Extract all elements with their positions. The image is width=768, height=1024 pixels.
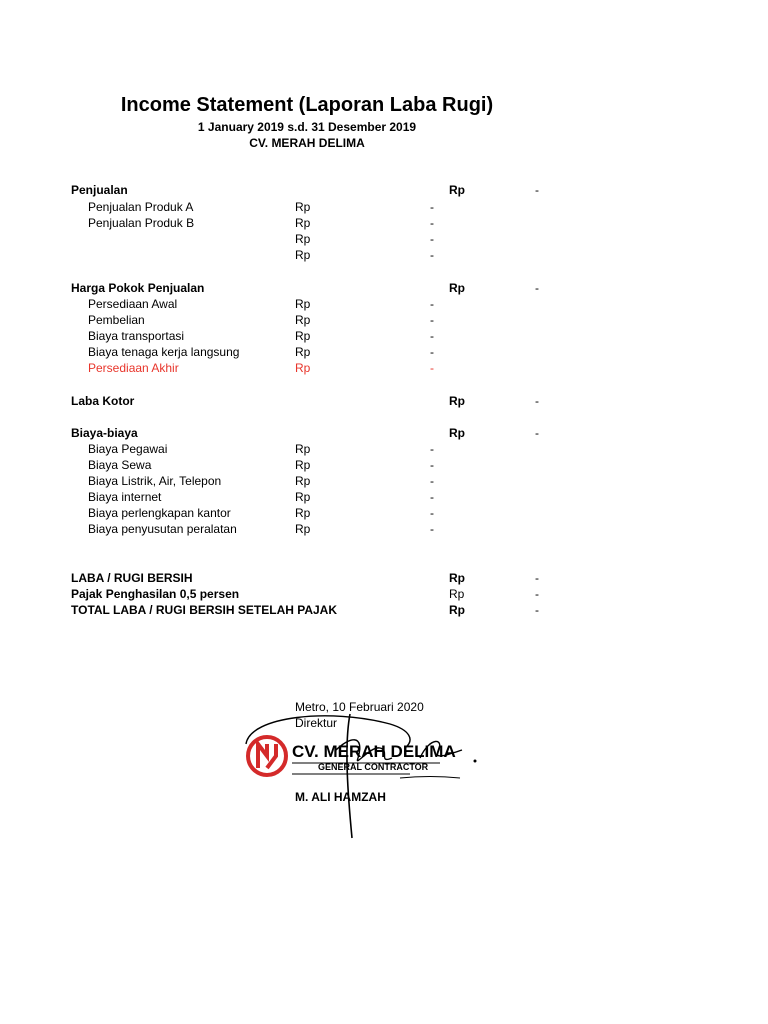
line-item <box>0 296 768 312</box>
line-item <box>0 247 768 263</box>
item-value: - <box>430 216 434 230</box>
line-item <box>0 457 768 473</box>
total-row-tax <box>0 586 768 602</box>
item-label: Biaya perlengkapan kantor <box>88 506 231 520</box>
item-label: Persediaan Akhir <box>88 361 179 375</box>
item-value: - <box>430 248 434 262</box>
section-value: - <box>535 183 539 197</box>
section-label: Penjualan <box>71 183 128 197</box>
item-currency: Rp <box>295 522 311 536</box>
section-biaya <box>0 425 768 441</box>
line-item <box>0 199 768 215</box>
line-item <box>0 473 768 489</box>
signatory-name: M. ALI HAMZAH <box>295 790 386 804</box>
section-laba-kotor <box>0 393 768 409</box>
section-value: - <box>535 394 539 408</box>
line-item <box>0 521 768 537</box>
item-currency: Rp <box>295 474 311 488</box>
item-label: Pembelian <box>88 313 145 327</box>
section-penjualan <box>0 182 768 198</box>
item-value: - <box>430 313 434 327</box>
item-value: - <box>430 442 434 456</box>
line-item <box>0 505 768 521</box>
item-currency: Rp <box>295 297 311 311</box>
stamp-name-text: CV. MERAH DELIMA <box>292 742 456 761</box>
line-item <box>0 231 768 247</box>
item-currency: Rp <box>295 345 311 359</box>
item-value: - <box>430 474 434 488</box>
report-period: 1 January 2019 s.d. 31 Desember 2019 <box>197 120 417 134</box>
line-item-highlighted <box>0 360 768 376</box>
item-currency: Rp <box>295 248 311 262</box>
total-label: Pajak Penghasilan 0,5 persen <box>71 587 240 601</box>
total-label: TOTAL LABA / RUGI BERSIH SETELAH PAJAK <box>71 603 338 617</box>
item-value: - <box>430 522 434 536</box>
item-currency: Rp <box>295 458 311 472</box>
total-row-after-tax <box>0 602 768 618</box>
report-title: Income Statement (Laporan Laba Rugi) <box>120 94 494 116</box>
item-currency: Rp <box>295 442 311 456</box>
item-label: Biaya tenaga kerja langsung <box>88 345 240 359</box>
total-value: - <box>535 587 539 601</box>
line-item <box>0 328 768 344</box>
section-value: - <box>535 426 539 440</box>
stamp-logo-icon <box>248 737 286 775</box>
item-value: - <box>430 506 434 520</box>
item-currency: Rp <box>295 216 311 230</box>
total-value: - <box>535 603 539 617</box>
item-value: - <box>430 458 434 472</box>
item-value: - <box>430 329 434 343</box>
line-item <box>0 312 768 328</box>
section-label: Biaya-biaya <box>71 426 138 440</box>
signature-place-date: Metro, 10 Februari 2020 <box>295 700 424 714</box>
item-label: Biaya Listrik, Air, Telepon <box>88 474 222 488</box>
line-item <box>0 344 768 360</box>
line-item <box>0 441 768 457</box>
item-value: - <box>430 361 434 375</box>
total-row-net-profit <box>0 570 768 586</box>
item-value: - <box>430 200 434 214</box>
section-currency: Rp <box>449 394 465 408</box>
item-label: Biaya transportasi <box>88 329 185 343</box>
item-value: - <box>430 232 434 246</box>
item-currency: Rp <box>295 490 311 504</box>
item-label: Penjualan Produk B <box>88 216 195 230</box>
section-currency: Rp <box>449 426 465 440</box>
item-label: Biaya Sewa <box>88 458 152 472</box>
item-value: - <box>430 490 434 504</box>
item-label: Biaya penyusutan peralatan <box>88 522 237 536</box>
total-label: LABA / RUGI BERSIH <box>71 571 193 585</box>
item-value: - <box>430 297 434 311</box>
item-currency: Rp <box>295 200 311 214</box>
item-label: Biaya internet <box>88 490 162 504</box>
signature-position: Direktur <box>295 716 338 730</box>
section-currency: Rp <box>449 281 465 295</box>
item-currency: Rp <box>295 506 311 520</box>
item-label: Biaya Pegawai <box>88 442 168 456</box>
item-value: - <box>430 345 434 359</box>
item-currency: Rp <box>295 232 311 246</box>
total-currency: Rp <box>449 587 465 601</box>
item-currency: Rp <box>295 329 311 343</box>
line-item <box>0 489 768 505</box>
section-value: - <box>535 281 539 295</box>
item-label: Penjualan Produk A <box>88 200 194 214</box>
section-hpp <box>0 280 768 296</box>
section-currency: Rp <box>449 183 465 197</box>
total-currency: Rp <box>449 571 465 585</box>
section-label: Laba Kotor <box>71 394 135 408</box>
item-currency: Rp <box>295 313 311 327</box>
item-currency: Rp <box>295 361 311 375</box>
section-label: Harga Pokok Penjualan <box>71 281 205 295</box>
stamp-sub-text: GENERAL CONTRACTOR <box>318 762 429 772</box>
line-item <box>0 215 768 231</box>
total-value: - <box>535 571 539 585</box>
total-currency: Rp <box>449 603 465 617</box>
company-name: CV. MERAH DELIMA <box>249 136 365 150</box>
item-label: Persediaan Awal <box>88 297 178 311</box>
company-stamp-signature <box>240 706 490 841</box>
